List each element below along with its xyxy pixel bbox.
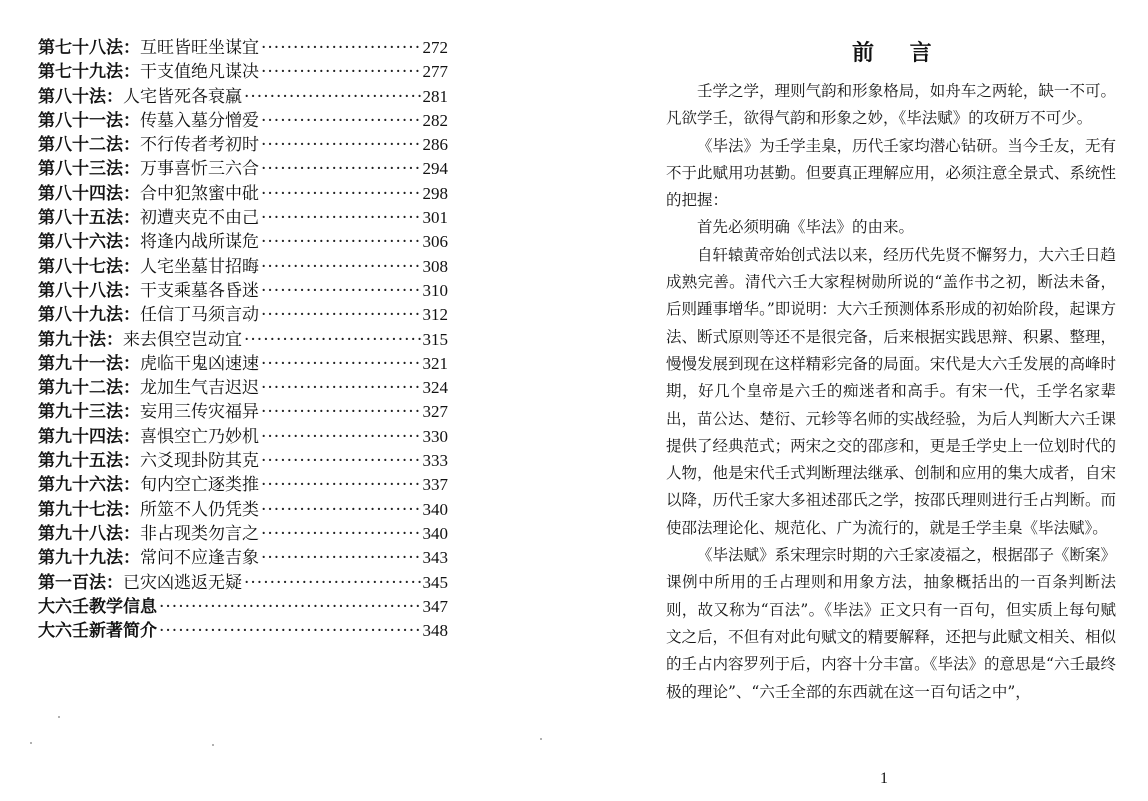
toc-entry-label: 第九十六法： <box>38 475 140 496</box>
toc-entry-page: 315 <box>422 329 448 349</box>
toc-entry-label: 第八十八法： <box>38 280 140 301</box>
toc-entry-title: 常问不应逢吉象 <box>140 548 259 569</box>
toc-entry-title: 喜惧空亡乃妙机 <box>140 426 259 447</box>
left-page <box>0 0 560 801</box>
scan-speck <box>212 744 214 746</box>
toc-entry-title: 互旺皆旺坐谋宜 <box>140 38 259 58</box>
toc-entry-title: 任信丁马须言动 <box>140 305 259 326</box>
toc-leader-dots <box>261 230 421 254</box>
toc-entry-label: 第九十法： <box>38 329 123 350</box>
toc-entry-page: 324 <box>422 378 448 398</box>
toc-entry-page: 347 <box>422 596 448 616</box>
toc-entry <box>38 595 448 619</box>
toc-entry-label: 第九十一法： <box>38 353 140 374</box>
toc-entry <box>38 328 448 352</box>
toc-entry-title: 干支乘墓各昏迷 <box>140 280 259 301</box>
toc-leader-dots <box>261 60 421 84</box>
toc-entry-title: 人宅坐墓甘招晦 <box>140 256 259 277</box>
toc-entry-label: 第八十九法： <box>38 305 140 326</box>
toc-entry-page: 330 <box>422 426 448 446</box>
toc-entry <box>38 546 448 570</box>
toc-entry-title: 传墓入墓分憎爱 <box>140 110 259 131</box>
toc-entry <box>38 36 448 60</box>
toc-entry-label: 第八十四法： <box>38 183 140 204</box>
toc-leader-dots <box>261 546 421 570</box>
toc-entry-label: 大六壬教学信息 <box>38 596 157 617</box>
toc-entry-label: 第八十七法： <box>38 256 140 277</box>
toc-entry <box>38 498 448 522</box>
toc-leader-dots <box>261 182 421 206</box>
toc-entry-title: 万事喜忻三六合 <box>140 159 259 180</box>
toc-entry-label: 第八十二法： <box>38 135 140 156</box>
page-number: 1 <box>880 770 888 787</box>
toc-leader-dots <box>261 303 421 327</box>
table-of-contents <box>38 36 448 643</box>
toc-leader-dots <box>261 255 421 279</box>
toc-entry <box>38 473 448 497</box>
toc-entry-page: 343 <box>422 548 448 568</box>
toc-leader-dots <box>261 206 421 230</box>
toc-entry-title: 虎临干鬼凶速速 <box>140 353 259 374</box>
preface-paragraph: 首先必须明确《毕法》的由来。 <box>697 218 915 237</box>
toc-entry-label: 第九十四法： <box>38 426 140 447</box>
toc-entry-title: 妄用三传灾福异 <box>140 402 259 423</box>
toc-entry-title: 将逢内战所谋危 <box>140 232 259 253</box>
toc-leader-dots <box>261 109 421 133</box>
toc-entry <box>38 352 448 376</box>
toc-entry-page: 321 <box>422 353 448 373</box>
toc-entry <box>38 303 448 327</box>
toc-entry-label: 第八十三法： <box>38 159 140 180</box>
preface-body <box>666 78 1116 706</box>
toc-entry-label: 第七十八法： <box>38 38 140 58</box>
preface-title: 前 言 <box>852 40 946 66</box>
toc-entry-label: 第九十八法： <box>38 523 140 544</box>
preface-paragraph: 《毕法》为壬学圭臬，历代壬家均潜心钻研。当今壬友，无有不于此赋用功甚勤。但要真正理解应用，必须注意全景式、系统性的把握： <box>666 136 1116 210</box>
toc-entry-page: 294 <box>422 159 448 179</box>
toc-entry-title: 所筮不人仍凭类 <box>140 499 259 520</box>
toc-entry-title: 六爻现卦防其克 <box>140 451 259 472</box>
toc-entry-label: 大六壬新著简介 <box>38 621 157 642</box>
toc-entry-label: 第八十六法： <box>38 232 140 253</box>
scan-speck <box>30 742 32 744</box>
toc-leader-dots <box>261 449 421 473</box>
right-page <box>600 0 1148 801</box>
toc-entry <box>38 182 448 206</box>
toc-entry <box>38 133 448 157</box>
toc-entry-label: 第九十九法： <box>38 548 140 569</box>
toc-leader-dots <box>261 522 421 546</box>
toc-leader-dots <box>261 498 421 522</box>
toc-entry <box>38 619 448 643</box>
toc-entry-page: 277 <box>422 62 448 82</box>
toc-entry-label: 第一百法： <box>38 572 123 593</box>
toc-entry-page: 308 <box>422 256 448 276</box>
toc-entry-title: 不行传者考初时 <box>140 135 259 156</box>
toc-entry-title: 已灾凶逃返无疑 <box>123 572 242 593</box>
toc-entry-label: 第九十三法： <box>38 402 140 423</box>
toc-entry-title: 龙加生气吉迟迟 <box>140 378 259 399</box>
toc-leader-dots <box>261 400 421 424</box>
scan-speck <box>540 738 542 740</box>
toc-leader-dots <box>261 473 421 497</box>
toc-entry <box>38 206 448 230</box>
toc-entry-page: 282 <box>422 110 448 130</box>
toc-entry-page: 301 <box>422 208 448 228</box>
toc-leader-dots <box>244 328 421 352</box>
toc-entry-label: 第九十五法： <box>38 451 140 472</box>
toc-entry-page: 340 <box>422 499 448 519</box>
toc-leader-dots <box>261 279 421 303</box>
toc-entry <box>38 85 448 109</box>
toc-leader-dots <box>261 157 421 181</box>
toc-leader-dots <box>261 376 421 400</box>
toc-entry-title: 干支值绝凡谋决 <box>140 62 259 83</box>
toc-entry-page: 286 <box>422 135 448 155</box>
toc-entry-page: 337 <box>422 475 448 495</box>
toc-entry <box>38 60 448 84</box>
toc-entry <box>38 522 448 546</box>
toc-entry-label: 第八十五法： <box>38 208 140 229</box>
toc-entry-page: 281 <box>422 86 448 106</box>
toc-entry-label: 第八十一法： <box>38 110 140 131</box>
toc-entry-title: 来去俱空岂动宜 <box>123 329 242 350</box>
toc-entry-label: 第八十法： <box>38 86 123 107</box>
toc-leader-dots <box>159 595 421 619</box>
toc-leader-dots <box>261 425 421 449</box>
toc-entry <box>38 425 448 449</box>
preface-paragraph: 《毕法赋》系宋理宗时期的六壬家凌福之，根据邵子《断案》课例中所用的壬占理则和用象方法，抽象概括出的一百条判断法则，故又称为“百法”。《毕法》正文只有一百句，但实质上每句赋文之后，不但有对此句赋文的精要解释，还把与此赋文相关、相似的壬占内容罗列于后，内容十分丰富。《毕法》的意思是“六壬最终极的理论”、“六壬全部的东西就在这一百句话之中”， <box>666 546 1116 701</box>
toc-leader-dots <box>244 85 421 109</box>
toc-entry <box>38 255 448 279</box>
scan-speck <box>58 716 60 718</box>
toc-entry-page: 327 <box>422 402 448 422</box>
toc-entry-page: 272 <box>422 38 448 57</box>
toc-leader-dots <box>244 571 421 595</box>
toc-entry <box>38 109 448 133</box>
toc-leader-dots <box>159 619 421 643</box>
toc-entry-page: 312 <box>422 305 448 325</box>
toc-entry-page: 348 <box>422 621 448 641</box>
toc-entry <box>38 571 448 595</box>
toc-leader-dots <box>261 352 421 376</box>
toc-entry-page: 310 <box>422 280 448 300</box>
toc-entry-title: 合中犯煞蜜中砒 <box>140 183 259 204</box>
toc-entry <box>38 230 448 254</box>
toc-entry-title: 旬内空亡逐类推 <box>140 475 259 496</box>
toc-entry-title: 非占现类勿言之 <box>140 523 259 544</box>
preface-paragraph: 自轩辕黄帝始创式法以来，经历代先贤不懈努力，大六壬日趋成熟完善。清代六壬大家程树勋所说的“盖作书之初，断法未备，后则踵事增华。”即说明：大六壬预测体系形成的初始阶段，起课方法、断式原则等还不是很完备，后来根据实践思辩、积累、整理，慢慢发展到现在这样精彩完备的局面。宋代是大六壬发展的高峰时期，好几个皇帝是六壬的痴迷者和高手。有宋一代，壬学名家辈出，苗公达、楚衍、元轸等名师的实战经验，为后人判断大六壬课提供了经典范式；两宋之交的邵彦和，更是壬学史上一位划时代的人物，他是宋代壬式判断理法继承、创制和应用的集大成者，自宋以降，历代壬家大多祖述邵氏之学，按邵氏理则进行壬占判断。而使邵法理论化、规范化、广为流行的，就是壬学圭臬《毕法赋》。 <box>666 245 1116 537</box>
toc-entry-title: 初遭夹克不由己 <box>140 208 259 229</box>
preface-paragraph: 壬学之学，理则气韵和形象格局，如舟车之两轮，缺一不可。凡欲学壬，欲得气韵和形象之妙，《毕法赋》的攻研万不可少。 <box>666 82 1116 128</box>
toc-entry-page: 333 <box>422 451 448 471</box>
toc-entry <box>38 449 448 473</box>
toc-entry <box>38 157 448 181</box>
toc-entry-page: 345 <box>422 572 448 592</box>
toc-entry <box>38 279 448 303</box>
toc-entry-page: 340 <box>422 523 448 543</box>
toc-entry-label: 第九十七法： <box>38 499 140 520</box>
toc-entry <box>38 376 448 400</box>
toc-leader-dots <box>261 133 421 157</box>
toc-entry <box>38 400 448 424</box>
toc-entry-label: 第七十九法： <box>38 62 140 83</box>
toc-entry-title: 人宅皆死各衰羸 <box>123 86 242 107</box>
toc-leader-dots <box>261 36 421 60</box>
toc-entry-label: 第九十二法： <box>38 378 140 399</box>
toc-entry-page: 298 <box>422 183 448 203</box>
toc-entry-page: 306 <box>422 232 448 252</box>
